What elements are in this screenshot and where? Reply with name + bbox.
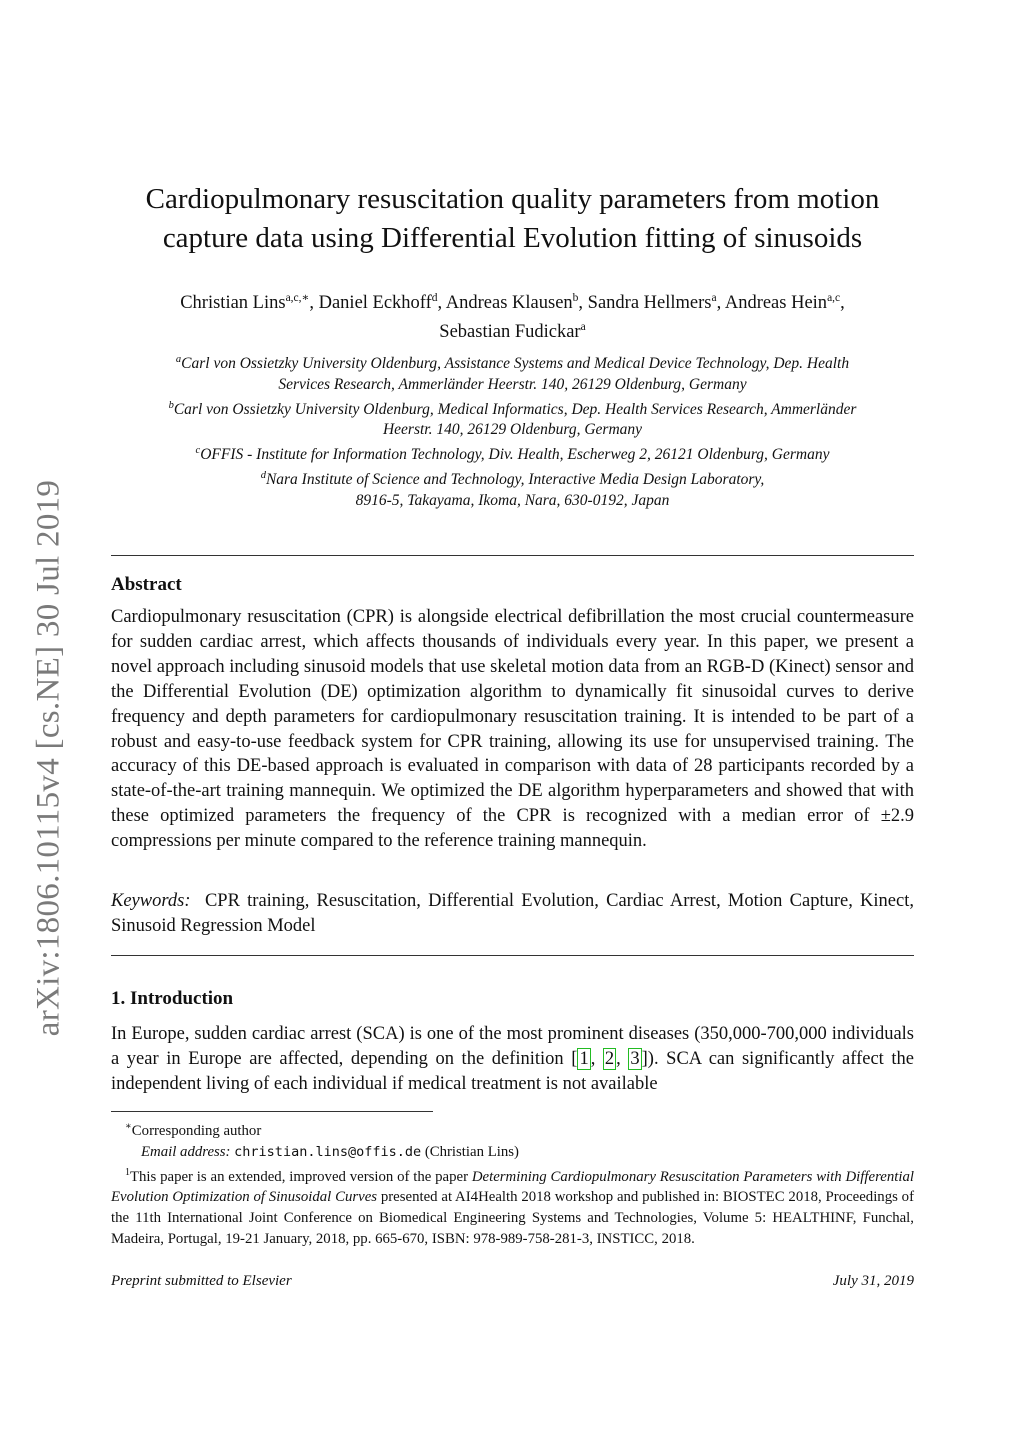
author-affiliation-mark: d [431, 292, 438, 304]
author-name: Andreas Klausen [445, 293, 573, 314]
intro-text: ]). SCA can significantly affect the independent living of each individual if medical treatment is not available [111, 1048, 915, 1094]
affiliation-line: Heerstr. 140, 26129 Oldenburg, Germany [382, 421, 643, 439]
footnote-mark: 1 [125, 1166, 130, 1178]
affiliation-line: Carl von Ossietzky University Oldenburg, Medical Informatics, Dep. Health Services Research, Ammerländer [173, 400, 857, 418]
author-affiliation-mark: a [711, 292, 717, 304]
footnote-paper-title: Determining Cardiopulmonary Resuscitation Parameters with Differential Evolution Optimization of Sinusoidal Curves [111, 1168, 914, 1206]
arxiv-identifier: arXiv:1806.10115v4 [cs.NE] 30 Jul 2019 [30, 479, 67, 1037]
title-line-1: Cardiopulmonary resuscitation quality parameters from motion [145, 183, 880, 215]
citation-separator: , [590, 1048, 603, 1069]
title-line-2: capture data using Differential Evolution fitting of sinusoids [162, 222, 863, 254]
preprint-note: Preprint submitted to Elsevier [111, 1273, 292, 1289]
affiliation-list [111, 350, 914, 512]
preprint-date: July 31, 2019 [832, 1273, 914, 1289]
citation-link[interactable]: 3 [630, 1048, 640, 1069]
author-name: Sandra Hellmers [587, 293, 712, 314]
preprint-footer [111, 1273, 914, 1290]
abstract-heading: Abstract [111, 574, 182, 595]
email-address[interactable]: christian.lins@offis.de [234, 1143, 422, 1160]
keywords [111, 889, 914, 939]
citation-separator: , [616, 1048, 629, 1069]
author-name: Andreas Hein [724, 293, 828, 314]
footnote-1 [111, 1163, 914, 1250]
abstract-bottom-rule [111, 955, 914, 956]
footnote-text: presented at AI4Health 2018 workshop and published in: BIOSTEC 2018, Proceedings of the 11th International Joint Conference on Biomedical Engineering Systems and Technologies, Volume 5: HEALTHINF, Funchal, Madeira, Portugal, 19-21 January, 2018, pp. 665-670, ISBN: 978-989-758-281-3, INSTICC, 2018. [111, 1189, 915, 1247]
introduction-body [111, 1022, 914, 1097]
affiliation-mark: b [168, 399, 174, 411]
author-list: Christian Lins$^{a,c,∗}$, Daniel Eckhoff$^d$, Andreas Klausen$^b$, Sandra Hellmers$^a$, Andreas Hein$^{a,c}$, Sebastian Fudickar$^a$ [180, 292, 845, 343]
affiliation-line: Nara Institute of Science and Technology, Interactive Media Design Laboratory, [265, 471, 765, 489]
citation-link[interactable]: 1 [579, 1048, 589, 1069]
affiliation-mark: a [175, 354, 182, 365]
affiliation-line: Carl von Ossietzky University Oldenburg, Assistance Systems and Medical Device Technology, Dep. Health [181, 355, 850, 373]
footnotes [111, 1117, 914, 1250]
email-label: Email address: [141, 1143, 231, 1160]
author-affiliation-mark: a [580, 321, 586, 334]
paper-title [111, 180, 914, 258]
abstract-body: Cardiopulmonary resuscitation (CPR) is alongside electrical defibrillation the most crucial countermeasure for sudden cardiac arrest, which affects thousands of individuals every year. In this paper, we present a novel approach including sinusoid models that use skeletal motion data from an RGB-D (Kinect) sensor and the Differential Evolution (DE) optimization algorithm to dynamically fit sinusoidal curves to derive frequency and depth parameters for cardiopulmonary resuscitation training. It is intended to be part of a robust and easy-to-use feedback system for CPR training, allowing its use for unsupervised training. The accuracy of this DE-based approach is evaluated in comparison with data of 28 participants recorded by a state-of-the-art training mannequin. We optimized the DE algorithm hyperparameters and showed that with these optimized parameters the frequency of the CPR is recognized with a median error of ±2.9 compressions per minute compared to the reference training mannequin. [111, 607, 914, 852]
footnote-email [111, 1142, 914, 1163]
author-affiliation-mark: b [572, 292, 579, 304]
author-name: Daniel Eckhoff [318, 293, 432, 314]
author-name: Sebastian Fudickar [439, 322, 581, 343]
affiliation-mark: c [195, 445, 201, 457]
section-heading-introduction: 1. Introduction [111, 988, 234, 1009]
email-owner: (Christian Lins) [424, 1143, 519, 1160]
abstract-top-rule [111, 555, 914, 556]
author-name: Christian Lins [180, 293, 286, 314]
author-affiliation-mark: a,c,∗ [285, 292, 310, 304]
affiliation-line: Services Research, Ammerländer Heerstr. 140, 26129 Oldenburg, Germany [278, 375, 747, 393]
keywords-list: CPR training, Resuscitation, Differential Evolution, Cardiac Arrest, Motion Capture, Kinect, Sinusoid Regression Model [111, 891, 914, 936]
intro-text: In Europe, sudden cardiac arrest (SCA) is one of the most prominent diseases (350,000-700,000 individuals a year in Europe are affected, depending on the definition [ [111, 1024, 914, 1069]
affiliation-line: OFFIS - Institute for Information Technology, Div. Health, Escherweg 2, 26121 Oldenburg, Germany [200, 446, 830, 464]
author-affiliation-mark: a,c [827, 292, 841, 304]
arxiv-sidebar [23, 458, 75, 1058]
affiliation-mark: d [260, 469, 266, 481]
keywords-label: Keywords: [111, 891, 191, 911]
footnote-text: This paper is an extended, improved version of the paper [130, 1168, 472, 1185]
footnote-corresponding [111, 1117, 914, 1142]
footnote-text: Corresponding author [131, 1122, 262, 1139]
affiliation-line: 8916-5, Takayama, Ikoma, Nara, 630-0192, Japan [355, 491, 670, 509]
footnote-rule [111, 1111, 433, 1112]
footnote-mark: ∗ [125, 1121, 132, 1132]
citation-link[interactable]: 2 [604, 1048, 615, 1069]
